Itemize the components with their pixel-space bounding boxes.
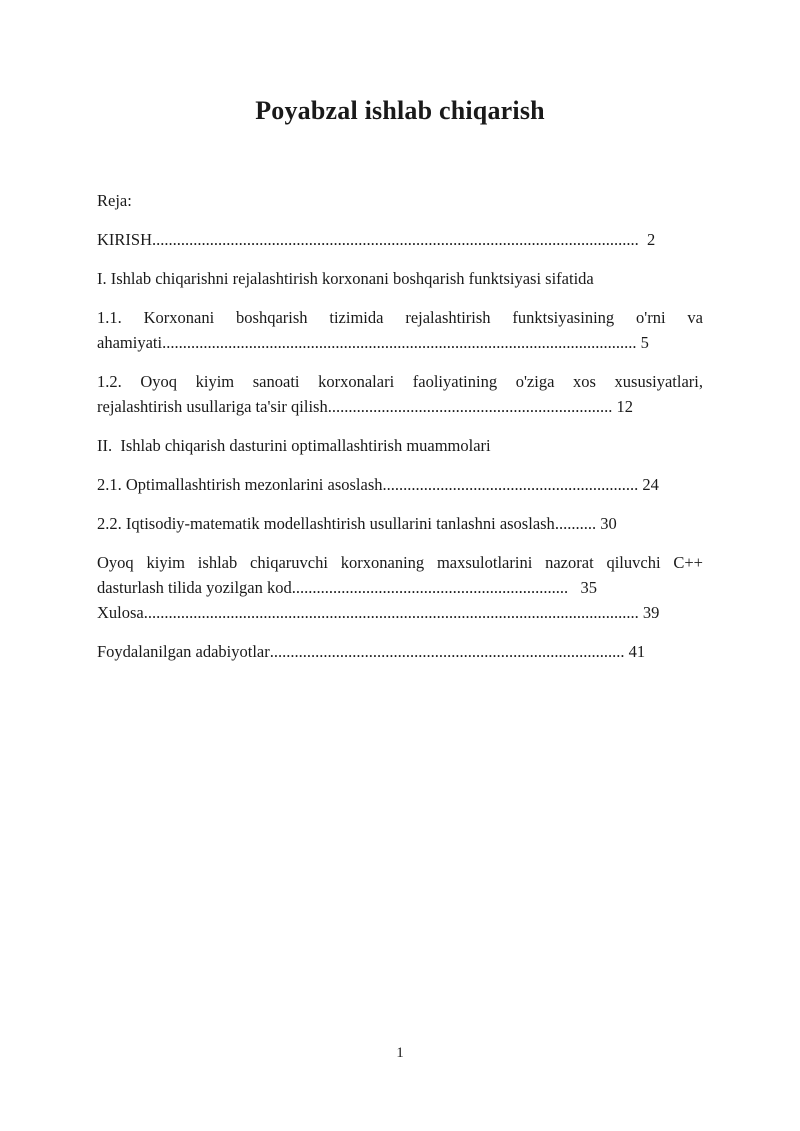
toc-line — [97, 330, 703, 355]
toc-entry-text: 2.1. Optimallashtirish mezonlarini asoslash — [97, 475, 383, 494]
toc-line — [97, 266, 703, 291]
toc-entry-text: dasturlash tilida yozilgan kod — [97, 578, 292, 597]
dot-leader: ...................................................................................................................... — [152, 230, 639, 249]
page-number: 1 — [396, 1045, 404, 1061]
dot-leader: ..................................................................... — [327, 397, 613, 416]
toc-page-number: 39 — [638, 603, 660, 622]
toc-page-number: 30 — [596, 514, 617, 533]
dot-leader: ...................................................................................... — [269, 642, 625, 661]
toc-page-number: 12 — [612, 397, 633, 416]
page-content — [97, 96, 703, 664]
toc-paragraph — [97, 369, 703, 419]
toc-paragraph — [97, 266, 703, 291]
dot-leader: ................................................................... — [291, 578, 569, 597]
toc-paragraph — [97, 227, 703, 252]
toc-paragraph — [97, 305, 703, 355]
toc-line — [97, 227, 703, 252]
toc-entry-text: I. Ishlab chiqarishni rejalashtirish korxonani boshqarish funktsiyasi sifatida — [97, 269, 594, 288]
toc-entry-text: KIRISH — [97, 230, 153, 249]
toc-page-number: 41 — [624, 642, 646, 661]
toc-line — [97, 472, 703, 497]
toc-line — [97, 394, 703, 419]
toc-entry-text: Oyoq kiyim ishlab chiqaruvchi korxonaning maxsulotlarini nazorat qiluvchi C++ — [97, 553, 703, 572]
toc-entry-text: 2.2. Iqtisodiy-matematik modellashtirish usullarini tanlashni asoslash — [97, 514, 555, 533]
toc-line — [97, 575, 703, 600]
page-footer — [0, 1044, 800, 1062]
toc-page-number: 24 — [638, 475, 659, 494]
toc-entry-text: 1.1. Korxonani boshqarish tizimida rejalashtirish funktsiyasining o'rni va — [97, 308, 703, 327]
toc-page-number: 35 — [568, 578, 598, 597]
toc-paragraph — [97, 433, 703, 458]
toc-paragraph — [97, 550, 703, 625]
dot-leader: .......... — [554, 514, 597, 533]
toc-entry-text: 1.2. Oyoq kiyim sanoati korxonalari faoliyatining o'ziga xos xususiyatlari, — [97, 372, 703, 391]
toc-paragraph — [97, 472, 703, 497]
toc-line — [97, 511, 703, 536]
toc-entry-text: Xulosa — [97, 603, 144, 622]
dot-leader: ................................................................................................................... — [162, 333, 637, 352]
toc-paragraph — [97, 639, 703, 664]
dot-leader: .............................................................. — [382, 475, 639, 494]
toc-line — [97, 550, 703, 575]
toc-entry-text: II. Ishlab chiqarish dasturini optimallashtirish muammolari — [97, 436, 491, 455]
dot-leader: ........................................................................................................................ — [143, 603, 639, 622]
toc-line — [97, 188, 703, 213]
toc-line — [97, 369, 703, 394]
toc-page-number: 5 — [636, 333, 649, 352]
toc-paragraph — [97, 188, 703, 213]
toc-line — [97, 305, 703, 330]
toc-page-number: 2 — [638, 230, 656, 249]
toc — [97, 188, 703, 664]
toc-paragraph — [97, 511, 703, 536]
toc-entry-text: Foydalanilgan adabiyotlar — [97, 642, 270, 661]
toc-entry-text: ahamiyati — [97, 333, 163, 352]
toc-line — [97, 433, 703, 458]
toc-line — [97, 600, 703, 625]
toc-entry-text: rejalashtirish usullariga ta'sir qilish — [97, 397, 328, 416]
document-title: Poyabzal ishlab chiqarish — [255, 96, 545, 125]
toc-entry-text: Reja: — [97, 191, 132, 210]
toc-line — [97, 639, 703, 664]
